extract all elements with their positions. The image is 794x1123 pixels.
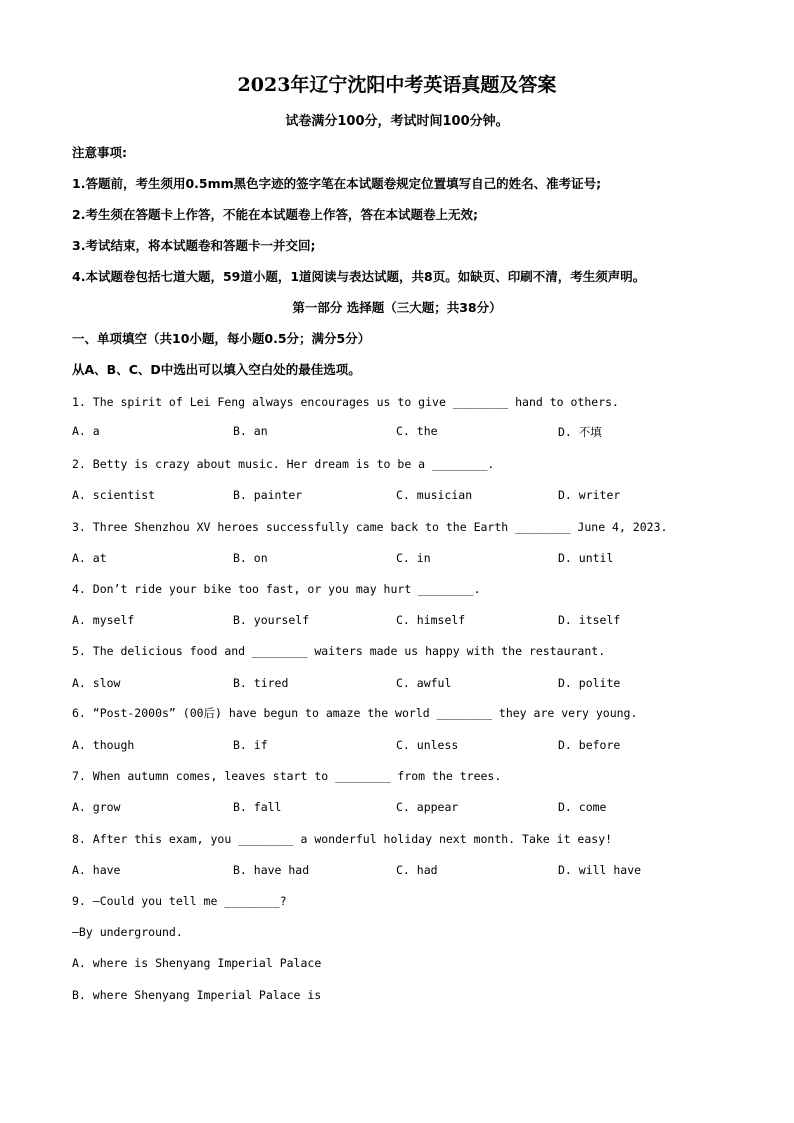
- note-item: 1.答题前，考生须用0.5mm黑色字迹的签字笔在本试题卷规定位置填写自己的姓名、准考证号;: [72, 176, 602, 191]
- question-options: [72, 488, 752, 504]
- option-d: D. until: [558, 551, 614, 565]
- option-c: C. unless: [396, 738, 459, 752]
- option-c: C. in: [396, 551, 431, 565]
- notes-heading: 注意事项:: [72, 145, 127, 160]
- option-b: B. an: [233, 424, 268, 438]
- option-d: D. polite: [558, 676, 621, 690]
- option-a: A. myself: [72, 613, 135, 627]
- option-a: A. a: [72, 424, 100, 438]
- option-a: A. have: [72, 863, 121, 877]
- question-stem: 2. Betty is crazy about music. Her dream is to be a ________.: [72, 457, 495, 471]
- option-b: B. painter: [233, 488, 303, 502]
- option-c: C. had: [396, 863, 438, 877]
- note-item: 2.考生须在答题卡上作答，不能在本试题卷上作答，答在本试题卷上无效;: [72, 207, 478, 222]
- option-a: A. slow: [72, 676, 121, 690]
- option-d: D. will have: [558, 863, 642, 877]
- option-b: B. yourself: [233, 613, 310, 627]
- question-stem: 4. Don’t ride your bike too fast, or you may hurt ________.: [72, 582, 481, 596]
- question-options: [72, 551, 752, 567]
- option-c: C. musician: [396, 488, 473, 502]
- page-title: 2023年辽宁沈阳中考英语真题及答案: [237, 74, 557, 96]
- question-options: [72, 613, 752, 629]
- question-stem: 6. “Post-2000s” (00后) have begun to amaze the world ________ they are very young.: [72, 706, 638, 720]
- option-a: A. though: [72, 738, 135, 752]
- question-stem: 3. Three Shenzhou XV heroes successfully came back to the Earth ________ June 4, 2023.: [72, 520, 668, 534]
- option-c: C. appear: [396, 800, 459, 814]
- option-b: B. fall: [233, 800, 282, 814]
- option-d: D. writer: [558, 488, 621, 502]
- option-c: C. the: [396, 424, 438, 438]
- note-item: 3.考试结束，将本试题卷和答题卡一并交回;: [72, 238, 316, 253]
- option-b: B. where Shenyang Imperial Palace is: [72, 988, 322, 1002]
- question-options: [72, 676, 752, 692]
- option-c: C. himself: [396, 613, 466, 627]
- option-b: B. tired: [233, 676, 289, 690]
- option-c: C. awful: [396, 676, 452, 690]
- option-a: A. scientist: [72, 488, 156, 502]
- page-subtitle: 试卷满分100分，考试时间100分钟。: [285, 114, 509, 129]
- option-d: D. come: [558, 800, 607, 814]
- option-b: B. if: [233, 738, 268, 752]
- option-a: A. grow: [72, 800, 121, 814]
- option-d: D. before: [558, 738, 621, 752]
- option-a: A. at: [72, 551, 107, 565]
- question-options: [72, 800, 752, 816]
- question-stem: 8. After this exam, you ________ a wonderful holiday next month. Take it easy!: [72, 832, 613, 846]
- option-d: D. itself: [558, 613, 621, 627]
- section-instruction: 从A、B、C、D中选出可以填入空白处的最佳选项。: [72, 362, 361, 377]
- option-b: B. have had: [233, 863, 310, 877]
- option-d: D. 不填: [558, 425, 602, 439]
- question-options: [72, 738, 752, 754]
- section-title: 一、单项填空（共10小题，每小题0.5分；满分5分）: [72, 331, 371, 346]
- question-options: [72, 424, 752, 440]
- question-options: [72, 863, 752, 879]
- question-stem: 9. —Could you tell me ________?: [72, 894, 287, 908]
- option-b: B. on: [233, 551, 268, 565]
- option-a: A. where is Shenyang Imperial Palace: [72, 956, 322, 970]
- part-title: 第一部分 选择题（三大题；共38分）: [292, 300, 502, 315]
- question-stem: 1. The spirit of Lei Feng always encourages us to give ________ hand to others.: [72, 395, 619, 409]
- question-stem: 5. The delicious food and ________ waiters made us happy with the restaurant.: [72, 644, 606, 658]
- dialogue-reply: —By underground.: [72, 925, 183, 939]
- note-item: 4.本试题卷包括七道大题，59道小题，1道阅读与表达试题，共8页。如缺页、印刷不清，考生须声明。: [72, 269, 646, 284]
- question-stem: 7. When autumn comes, leaves start to ________ from the trees.: [72, 769, 502, 783]
